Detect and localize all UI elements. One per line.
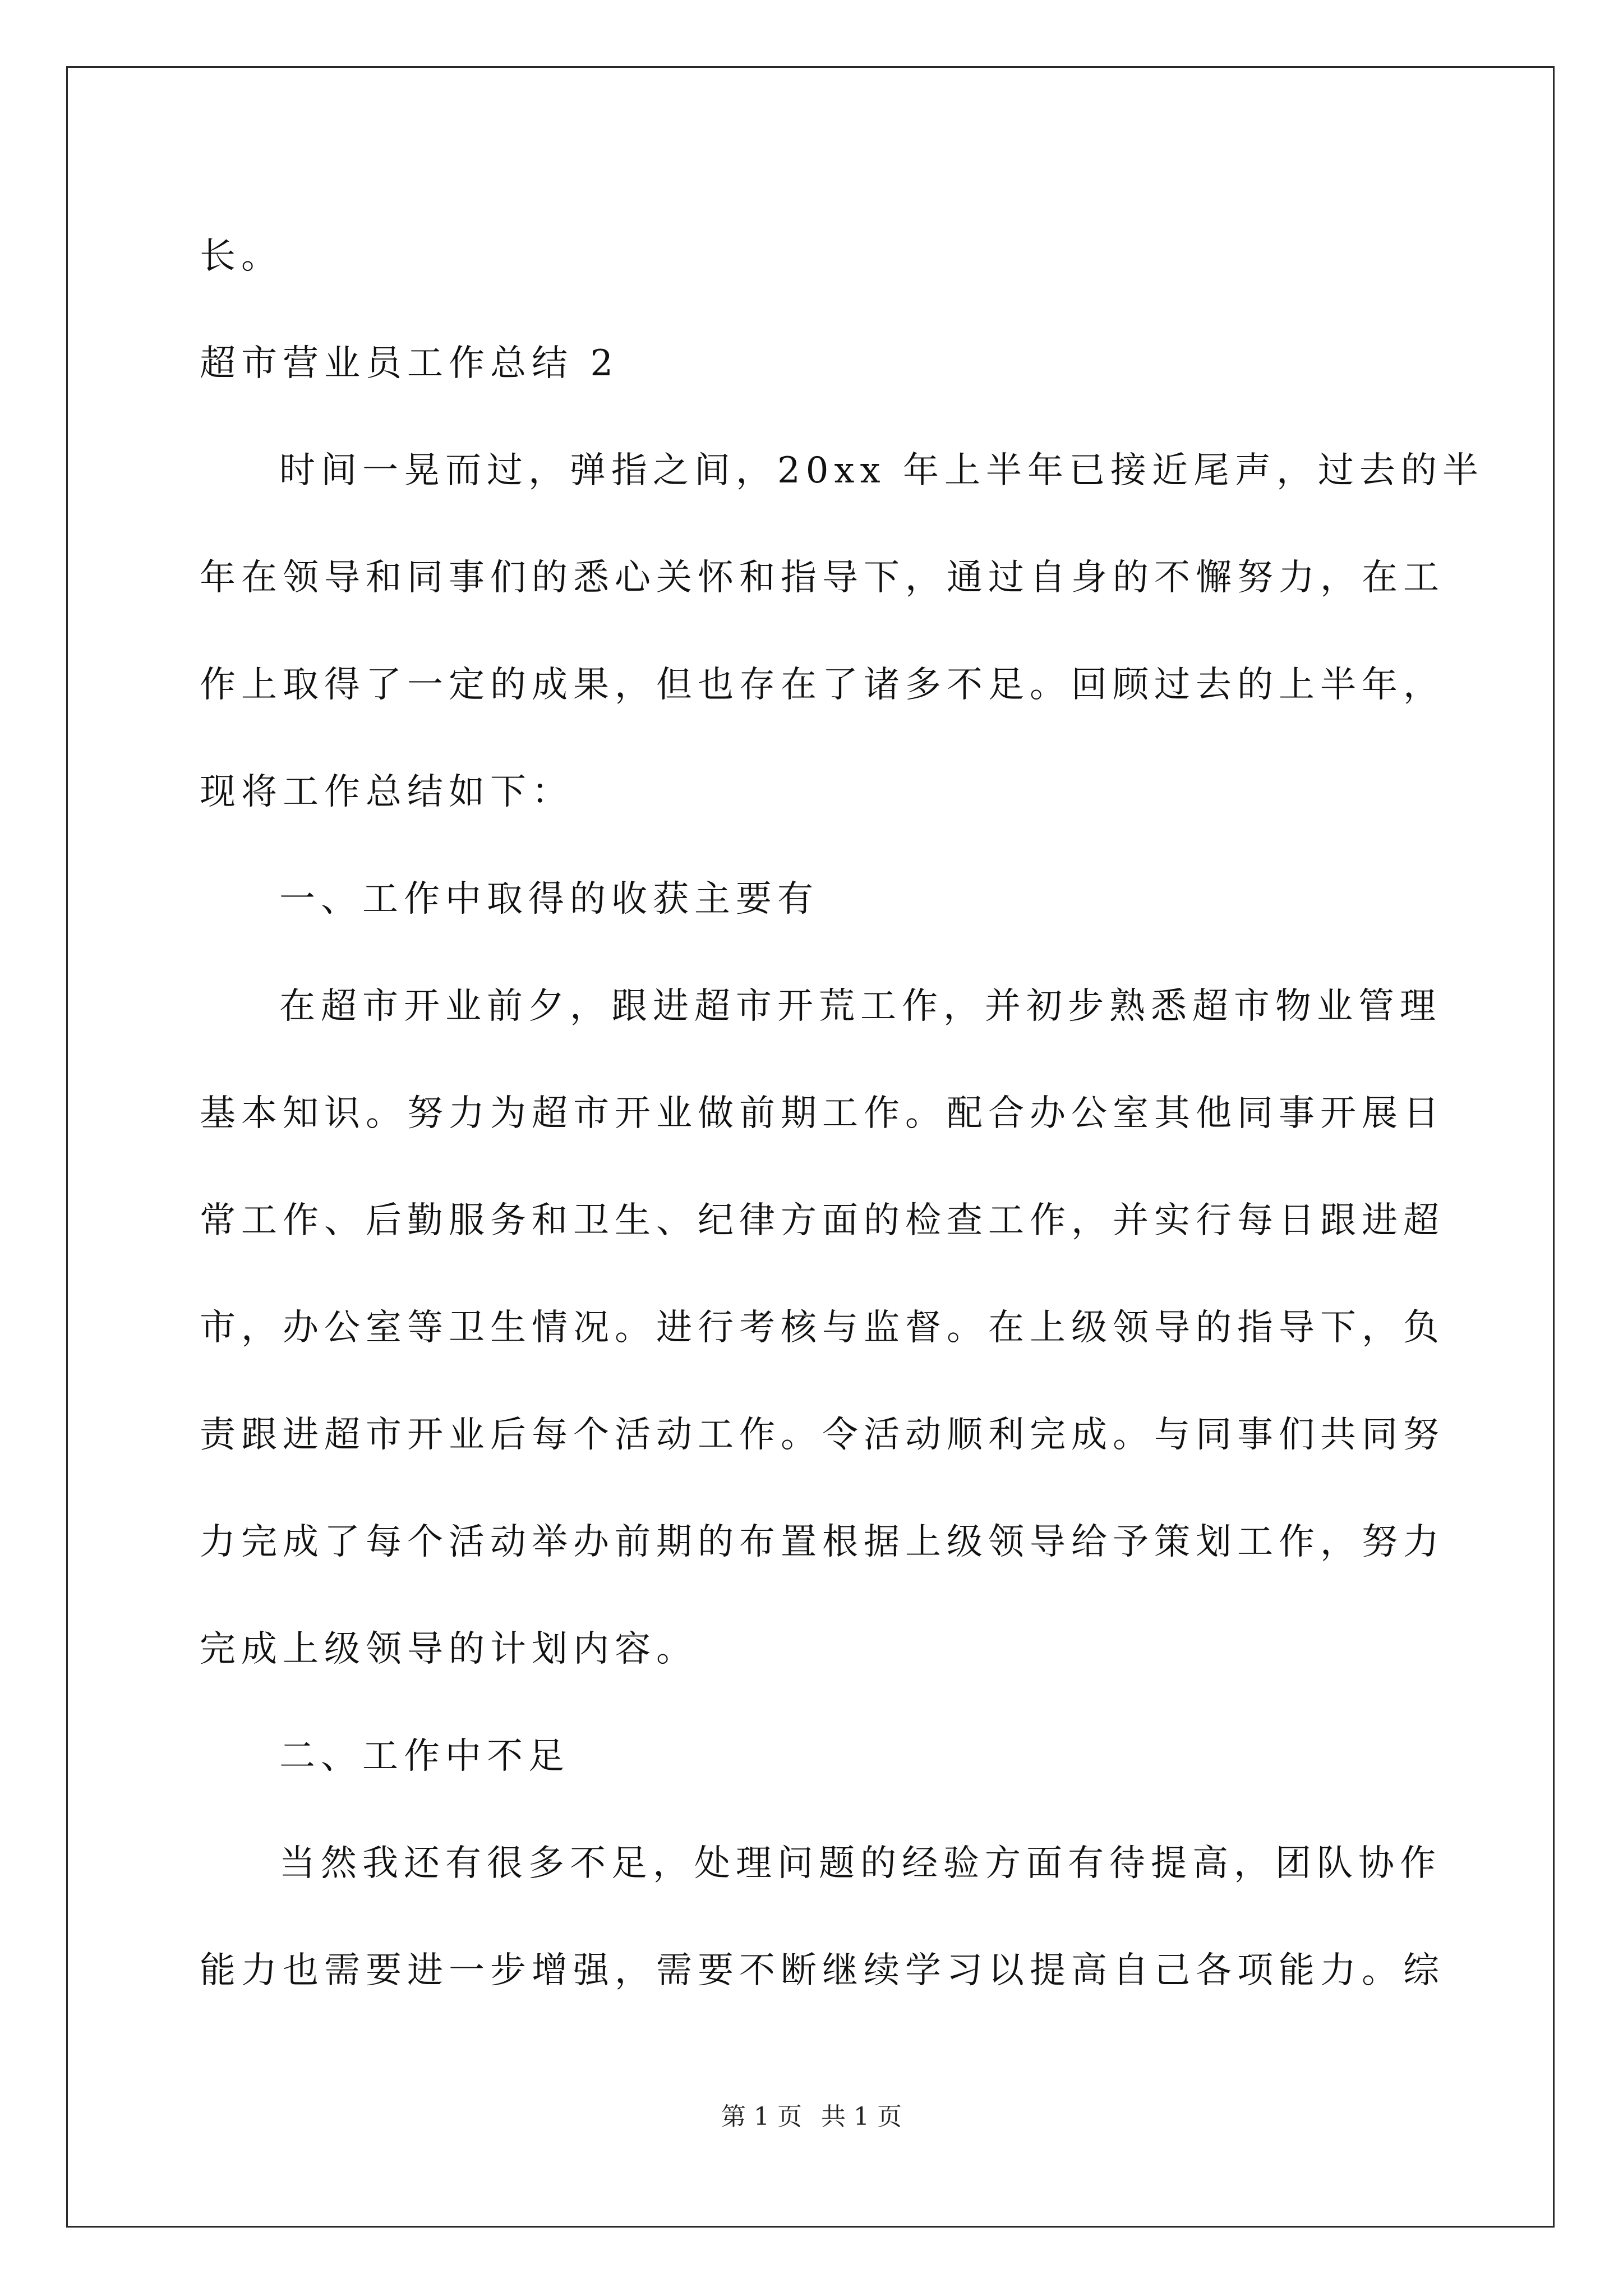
paragraph-line: 年在领导和同事们的悉心关怀和指导下，通过自身的不懈努力，在工 xyxy=(200,557,1445,599)
paragraph-line: 作上取得了一定的成果，但也存在了诸多不足。回顾过去的上半年， xyxy=(200,664,1445,706)
paragraph-line: 在超市开业前夕，跟进超市开荒工作，并初步熟悉超市物业管理 xyxy=(279,986,1441,1027)
paragraph-line: 力完成了每个活动举办前期的布置根据上级领导给予策划工作，努力 xyxy=(200,1521,1445,1563)
page-number: 第 1 页 xyxy=(721,2102,802,2131)
subheading: 一、工作中取得的收获主要有 xyxy=(279,878,819,920)
paragraph-line: 基本知识。努力为超市开业做前期工作。配合办公室其他同事开展日 xyxy=(200,1093,1445,1134)
body-line: 长。 xyxy=(200,236,283,277)
paragraph-line: 责跟进超市开业后每个活动工作。令活动顺利完成。与同事们共同努 xyxy=(200,1414,1445,1456)
subheading: 二、工作中不足 xyxy=(279,1736,570,1777)
paragraph-line: 完成上级领导的计划内容。 xyxy=(200,1628,698,1670)
paragraph-line: 当然我还有很多不足，处理问题的经验方面有待提高，团队协作 xyxy=(279,1843,1441,1884)
paragraph-line: 时间一晃而过，弹指之间，20xx 年上半年已接近尾声，过去的半 xyxy=(279,450,1484,491)
paragraph-line: 常工作、后勤服务和卫生、纪律方面的检查工作，并实行每日跟进超 xyxy=(200,1200,1445,1241)
paragraph-line: 市，办公室等卫生情况。进行考核与监督。在上级领导的指导下，负 xyxy=(200,1307,1445,1349)
paragraph-line: 能力也需要进一步增强，需要不断继续学习以提高自己各项能力。综 xyxy=(200,1950,1445,1991)
paragraph-line: 现将工作总结如下： xyxy=(200,771,573,813)
page-total: 共 1 页 xyxy=(821,2102,902,2131)
page-footer xyxy=(0,2100,1623,2134)
section-title: 超市营业员工作总结 2 xyxy=(200,343,619,384)
